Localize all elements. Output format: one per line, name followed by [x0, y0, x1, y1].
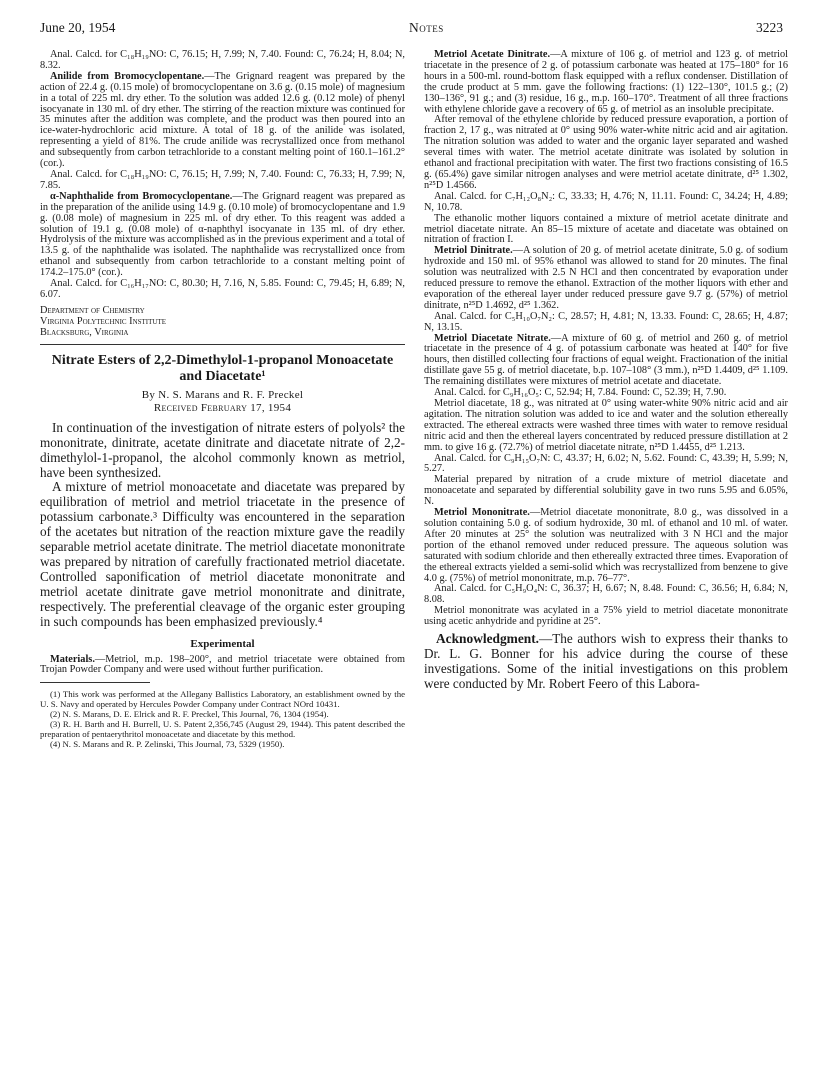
anilide-text: —The Grignard reagent was prepared by the action of 22.4 g. (0.15 mole) of bromocyclopentane on 3.6 g. (0.15 mole) of magnesium in a total of 225 ml. dry ether. To the solution was added 12.6 g. (0.12 mole) of phenyl isocyanate in 130 ml. of dry ether. The stirring of the reaction mixture was continued for 35 minutes after the addition was complete, and the product was then poured into an ice-water-hydrochloric acid mixture. A total of 18 g. of the anilide was isolated, representing a yield of 81%. The crude anilide was recrystallized once from methanol and subsequently from carbon tetrachloride to a constant melting point of 160.1–161.2° (cor.).: [40, 70, 405, 170]
materials-text: —Metriol, m.p. 198–200°, and metriol triacetate were obtained from Trojan Powder Company and were used without further purification.: [40, 653, 405, 676]
analysis-paragraph-7: Anal. Calcd. for C₉H₁₅O₇N: C, 43.37; H, 6.02; N, 5.62. Found: C, 43.39; H, 5.99; N, 5.27.: [424, 452, 788, 475]
header-date: June 20, 1954: [40, 20, 116, 35]
crude-mixture-paragraph: Material prepared by nitration of a crude mixture of metriol diacetate and monoacetate and separated by differential solubility gave in two runs 5.95 and 6.05%, N.: [424, 474, 788, 508]
footnotes: [40, 689, 405, 749]
naphthalide-paragraph: [40, 192, 405, 279]
intro-paragraph-1: In continuation of the investigation of nitrate esters of polyols² the mononitrate, dinitrate, acetate dinitrate and diacetate nitrate of 2,2-dimethylol-1-propanol, the alcohol commonly known as metriol, have been synthesized.: [40, 419, 405, 480]
mononitrate-text: —Metriol diacetate mononitrate, 8.0 g., was dissolved in a solution containing 5.0 g. of sodium hydroxide, 30 ml. of ethanol and 10 ml. of water. After 20 minutes at 25° the solution was neutralized with 3 N HCl and the major portion of the ethanol removed under reduced pressure. The aqueous solution was saturated with sodium chloride and then ethereally extracted three times. Evaporation of the ethereal extracts yielded a semi-solid which was recrystallized from benzene to give 4.0 g. (75%) of metriol mononitrate, m.p. 76–77°.: [424, 507, 788, 584]
acknowledgment-text: —The authors wish to express their thanks to Dr. L. G. Bonner for his advice during the course of these investigations. Some of the initial investigations on this problem were conducted by Mr. Robert Feero of this Labora-: [424, 631, 788, 691]
article-authors: By N. S. Marans and R. F. Preckel: [141, 388, 304, 401]
acknowledgment-heading: Acknowledgment.: [436, 631, 540, 647]
received-date: Received February 17, 1954: [153, 401, 292, 414]
left-column: [40, 50, 405, 1063]
article-title: Nitrate Esters of 2,2-Dimethylol-1-propanol Monoacetate and Diacetate¹: [51, 352, 394, 384]
introduction: [40, 421, 405, 630]
materials-heading: Materials.: [50, 653, 95, 665]
anilide-paragraph: [40, 72, 405, 170]
naphthalide-text: —The Grignard reagent was prepared as in the preparation of the anilide using 14.9 g. (0.10 mole) of bromocyclopentane and 1.9 g. (0.08 mole) of magnesium in 225 ml. of dry ether. To this reagent was added a solution of 19.1 g. (0.08 mole) of α-naphthyl isocyanate in 135 ml. of dry ether. Hydrolysis of the mixture was accomplished as in the previous experiment and a total of 13.5 g. of the naphthalide was isolated. The naphthalide was recrystallized once from ethanol and subsequently from carbon tetrachloride to a constant melting point of 174.2–175.0° (cor.).: [40, 190, 405, 279]
affiliation-block: [40, 305, 405, 338]
mononitrate-heading: Metriol Mononitrate.: [434, 507, 530, 519]
acetate-dinitrate-text: —A mixture of 106 g. of metriol and 123 g. of metriol triacetate in the presence of 2 g. of potassium carbonate was heated at 175–180° for 16 hours in a 500-ml. round-bottom flask equipped with a reflux condenser. Distillation of the crude product at 5 mm. gave the following fractions: (1) 122–130°, 101.5 g.; (2) 130–136°, 91 g.; and (3) residue, 16 g., m.p. 160–170°. Treatment of all three fractions with ethylene chloride gave a recovery of 65 g. of metriol as an insoluble precipitate.: [424, 50, 788, 115]
article-divider: [40, 344, 405, 345]
affiliation-line-1: Department of Chemistry: [40, 304, 145, 316]
footnote-4: (4) N. S. Marans and R. P. Zelinski, This Journal, 73, 5329 (1950).: [50, 739, 285, 750]
analysis-paragraph-2: Anal. Calcd. for C₁₈H₁₉NO: C, 76.15; H, 7.99; N, 7.40. Found: C, 76.33; H, 7.99; N, 7.85.: [40, 168, 405, 191]
footnote-2: (2) N. S. Marans, D. E. Elrick and R. F. Preckel, This Journal, 76, 1304 (1954).: [50, 709, 329, 720]
section-heading: Experimental: [190, 637, 255, 650]
analysis-paragraph-6: Anal. Calcd. for C₉H₁₆O₅: C, 52.94; H, 7.84. Found: C, 52.39; H, 7.90.: [434, 387, 727, 399]
nitration-paragraph: After removal of the ethylene chloride by reduced pressure evaporation, a portion of fraction 2, 17 g., was nitrated at 0° using 90% water-white nitric acid and air agitation. The nitration solution was added to water and the organic layer separated and washed several times with water. The metriol acetate dinitrate was isolated by solution in ethanol and fractional precipitation with water. The first two fractions consisting of 16.5 g. (65.4%) gave similar nitrogen analyses and were metriol acetate dinitrate, d²⁵ 1.302, n²⁵D 1.4566.: [424, 114, 788, 191]
footnote-3: (3) R. H. Barth and H. Burrell, U. S. Patent 2,356,745 (August 29, 1944). This patent described the preparation of pentaerythritol monoacetate and diacetate by this method.: [40, 719, 405, 740]
acylation-paragraph: Metriol mononitrate was acylated in a 75% yield to metriol diacetate mononitrate using acetic anhydride and pyridine at 25°.: [424, 605, 788, 628]
diacetate-nitrate-paragraph: [424, 334, 788, 389]
naphthalide-heading: α-Naphthalide from Bromocyclopentane.: [50, 190, 233, 202]
footnote-1: (1) This work was performed at the Allegany Ballistics Laboratory, an establishment owned by the U. S. Navy and operated by Hercules Powder Company under Contract NOrd 10431.: [40, 689, 405, 710]
mononitrate-paragraph: [424, 508, 788, 584]
analysis-paragraph-3: Anal. Calcd. for C₁₆H₁₇NO: C, 80.30; H, 7.16, N, 5.85. Found: C, 79.45; H, 6.89; N, 6.07.: [40, 278, 405, 300]
intro-paragraph-2: A mixture of metriol monoacetate and diacetate was prepared by equilibration of metriol and metriol triacetate in the presence of potassium carbonate.³ Difficulty was encountered in the separation of the acetates but nitration of the reaction mixture gave the readily separable metriol acetate dinitrate. The metriol diacetate mononitrate was prepared by nitration of carefully fractionated metriol diacetate. Controlled saponification of metriol diacetate mononitrate and metriol acetate dinitrate gave metriol mononitrate and dinitrate, respectively. The preferential cleavage of the organic ester grouping in such compounds has been emphasized previously.⁴: [40, 479, 405, 629]
anilide-heading: Anilide from Bromocyclopentane.: [50, 70, 205, 82]
dinitrate-paragraph: [424, 246, 788, 311]
footnote-divider: [40, 682, 150, 683]
affiliation-line-3: Blacksburg, Virginia: [40, 326, 129, 338]
header-page-number: 3223: [756, 20, 783, 35]
dinitrate-heading: Metriol Dinitrate.: [434, 245, 513, 257]
analysis-paragraph-5: Anal. Calcd. for C₅H₁₀O₇N₂: C, 28.57; H, 4.81; N, 13.33. Found: C, 28.65; H, 4.87; N, 13.15.: [424, 310, 788, 333]
affiliation-line-2: Virginia Polytechnic Institute: [40, 315, 167, 327]
acetate-dinitrate-paragraph: [424, 50, 788, 115]
diacetate-nitrate-heading: Metriol Diacetate Nitrate.: [434, 332, 551, 344]
diacetate-nitration-paragraph: Metriol diacetate, 18 g., was nitrated at 0° using water-white 90% nitric acid and air agitation. The nitration solution was added to ice and water and the solution ethereally extracted. The ethereal extracts were washed three times with water to remove residual nitric acid and then the ethereal layers concentrated by reduced pressure distillation at 2 mm. to give 16 g. (72.7%) of metriol diacetate nitrate, n²⁵D 1.4455, d²⁵ 1.213.: [424, 398, 788, 453]
running-header: [40, 20, 783, 42]
analysis-paragraph-1: Anal. Calcd. for C₁₈H₁₉NO: C, 76.15; H, 7.99; N, 7.40. Found: C, 76.24; H, 8.04; N, 8.32.: [40, 50, 405, 71]
materials-paragraph: [40, 655, 405, 677]
right-column: [424, 50, 788, 1063]
dinitrate-text: —A solution of 20 g. of metriol acetate dinitrate, 5.0 g. of sodium hydroxide and 150 ml. of 95% ethanol was allowed to stand for 20 minutes. The final solution was neutralized with 2.5 N HCl and then concentrated by evaporation under reduced pressure to remove the ethanol. Extraction of the mother liquors with ether and evaporation of the ethereal layer under reduced pressure gave 9.7 g. (57%) of metriol dinitrate, n²⁵D 1.4692, d²⁵ 1.362.: [424, 245, 788, 311]
analysis-paragraph-4: Anal. Calcd. for C₇H₁₂O₈N₂: C, 33.33; H, 4.76; N, 11.11. Found: C, 34.24; H, 4.89; N, 10.78.: [424, 190, 788, 213]
analysis-paragraph-8: Anal. Calcd. for C₅H₉O₄N: C, 36.37; H, 6.67; N, 8.48. Found: C, 36.56; H, 6.84; N, 8.08.: [424, 583, 788, 606]
acknowledgment-paragraph: [424, 632, 788, 692]
header-journal: Notes: [409, 20, 444, 35]
acetate-dinitrate-heading: Metriol Acetate Dinitrate.: [434, 50, 551, 60]
diacetate-nitrate-text: —A mixture of 60 g. of metriol and 260 g. of metriol triacetate in the presence of 4 g. of potassium carbonate was heated at 140° for five hours, then distilled collecting four fractions of equal weight. Fractionation of the initial distillate gave 55 g. of metriol diacetate, b.p. 107–108° (3 mm.), n²⁵D 1.4409, d²⁵ 1.109. The remaining distillates were mixtures of metriol acetate and diacetate.: [424, 332, 788, 388]
mother-liquor-paragraph: The ethanolic mother liquors contained a mixture of metriol acetate dinitrate and metriol diacetate nitrate. An 85–15 mixture of acetate and diacetate was obtained on nitration of fraction I.: [424, 212, 788, 246]
